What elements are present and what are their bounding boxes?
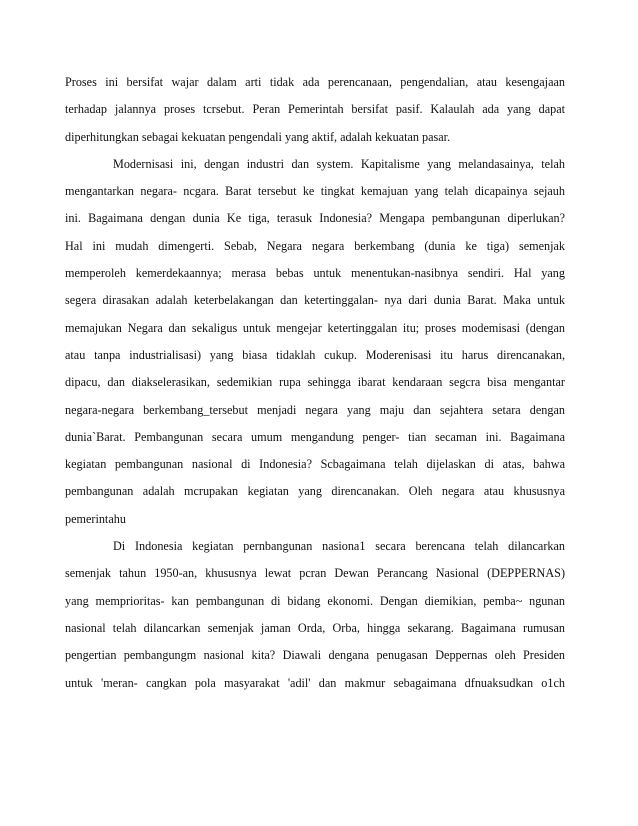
- text-line: ini. Bagaimana dengan dunia Ke tiga, terasuk Indonesia? Mengapa pembangunan diperlukan?: [65, 211, 565, 226]
- text-line: terhadap jalannya proses tcrsebut. Peran Pemerintah bersifat pasif. Kalaulah ada yang dapat: [65, 102, 565, 117]
- text-line: Proses ini bersifat wajar dalam arti tidak ada perencanaan, pengendalian, atau kesengajaan: [65, 75, 565, 89]
- text-line: Di Indonesia kegiatan pernbangunan nasiona1 secara berencana telah dilancarkan: [113, 539, 565, 554]
- text-line: Modernisasi ini, dengan industri dan system. Kapitalisme yang melandasainya, telah: [113, 156, 565, 171]
- text-line: dunia`Barat. Pembangunan secara umum mengandung penger- tian secaman ini. Bagaimana: [65, 429, 565, 444]
- text-line: diperhitungkan sebagai kekuatan pengendali yang aktif, adalah kekuatan pasar.: [65, 129, 451, 144]
- body-text: [65, 69, 565, 697]
- text-line: memajukan Negara dan sekaligus untuk mengejar ketertinggalan itu; proses modemisasi (dengan: [65, 320, 565, 335]
- text-line: semenjak tahun 1950-an, khususnya lewat pcran Dewan Perancang Nasional (DEPPERNAS): [65, 566, 565, 581]
- text-line: yang memprioritas- kan pembangunan di bidang ekonomi. Dengan diemikian, pemba~ ngunan: [65, 593, 565, 608]
- text-line: atau tanpa industrialisasi) yang biasa tidaklah cukup. Moderenisasi itu harus direncanakan,: [65, 347, 565, 362]
- text-line: Hal ini mudah dimengerti. Sebab, Negara negara berkembang (dunia ke tiga) semenjak: [65, 238, 565, 253]
- text-line: nasional telah dilancarkan semenjak jaman Orda, Orba, hingga sekarang. Bagaimana rumusan: [65, 620, 565, 635]
- text-line: memperoleh kemerdekaannya; merasa bebas untuk menentukan-nasibnya sendiri. Hal yang: [65, 266, 565, 281]
- text-line: segera dirasakan adalah keterbelakangan dan ketertinggalan- nya dari dunia Barat. Maka untuk: [65, 293, 565, 308]
- text-line: pengertian pembangungm nasional kita? Diawali dengana penugasan Deppernas oleh Presiden: [65, 648, 565, 663]
- text-line: untuk 'meran- cangkan pola masyarakat 'adil' dan makmur sebagaimana dfnuaksudkan o1ch: [65, 675, 565, 690]
- text-line: kegiatan pembangunan nasional di Indonesia? Scbagaimana telah dijelaskan di atas, bahwa: [65, 457, 565, 472]
- text-line: dipacu, dan diakselerasikan, sedemikian rupa sehingga ibarat kendaraan segcra bisa mengantar: [65, 375, 565, 390]
- text-line: negara-negara berkembang_tersebut menjadi negara yang maju dan sejahtera setara dengan: [65, 402, 565, 417]
- text-line: pemerintahu: [65, 511, 126, 526]
- text-line: mengantarkan negara- ncgara. Barat tersebut ke tingkat kemajuan yang telah dicapainya sejauh: [65, 184, 565, 199]
- text-line: pembangunan adalah mcrupakan kegiatan yang direncanakan. Oleh negara atau khususnya: [65, 484, 565, 499]
